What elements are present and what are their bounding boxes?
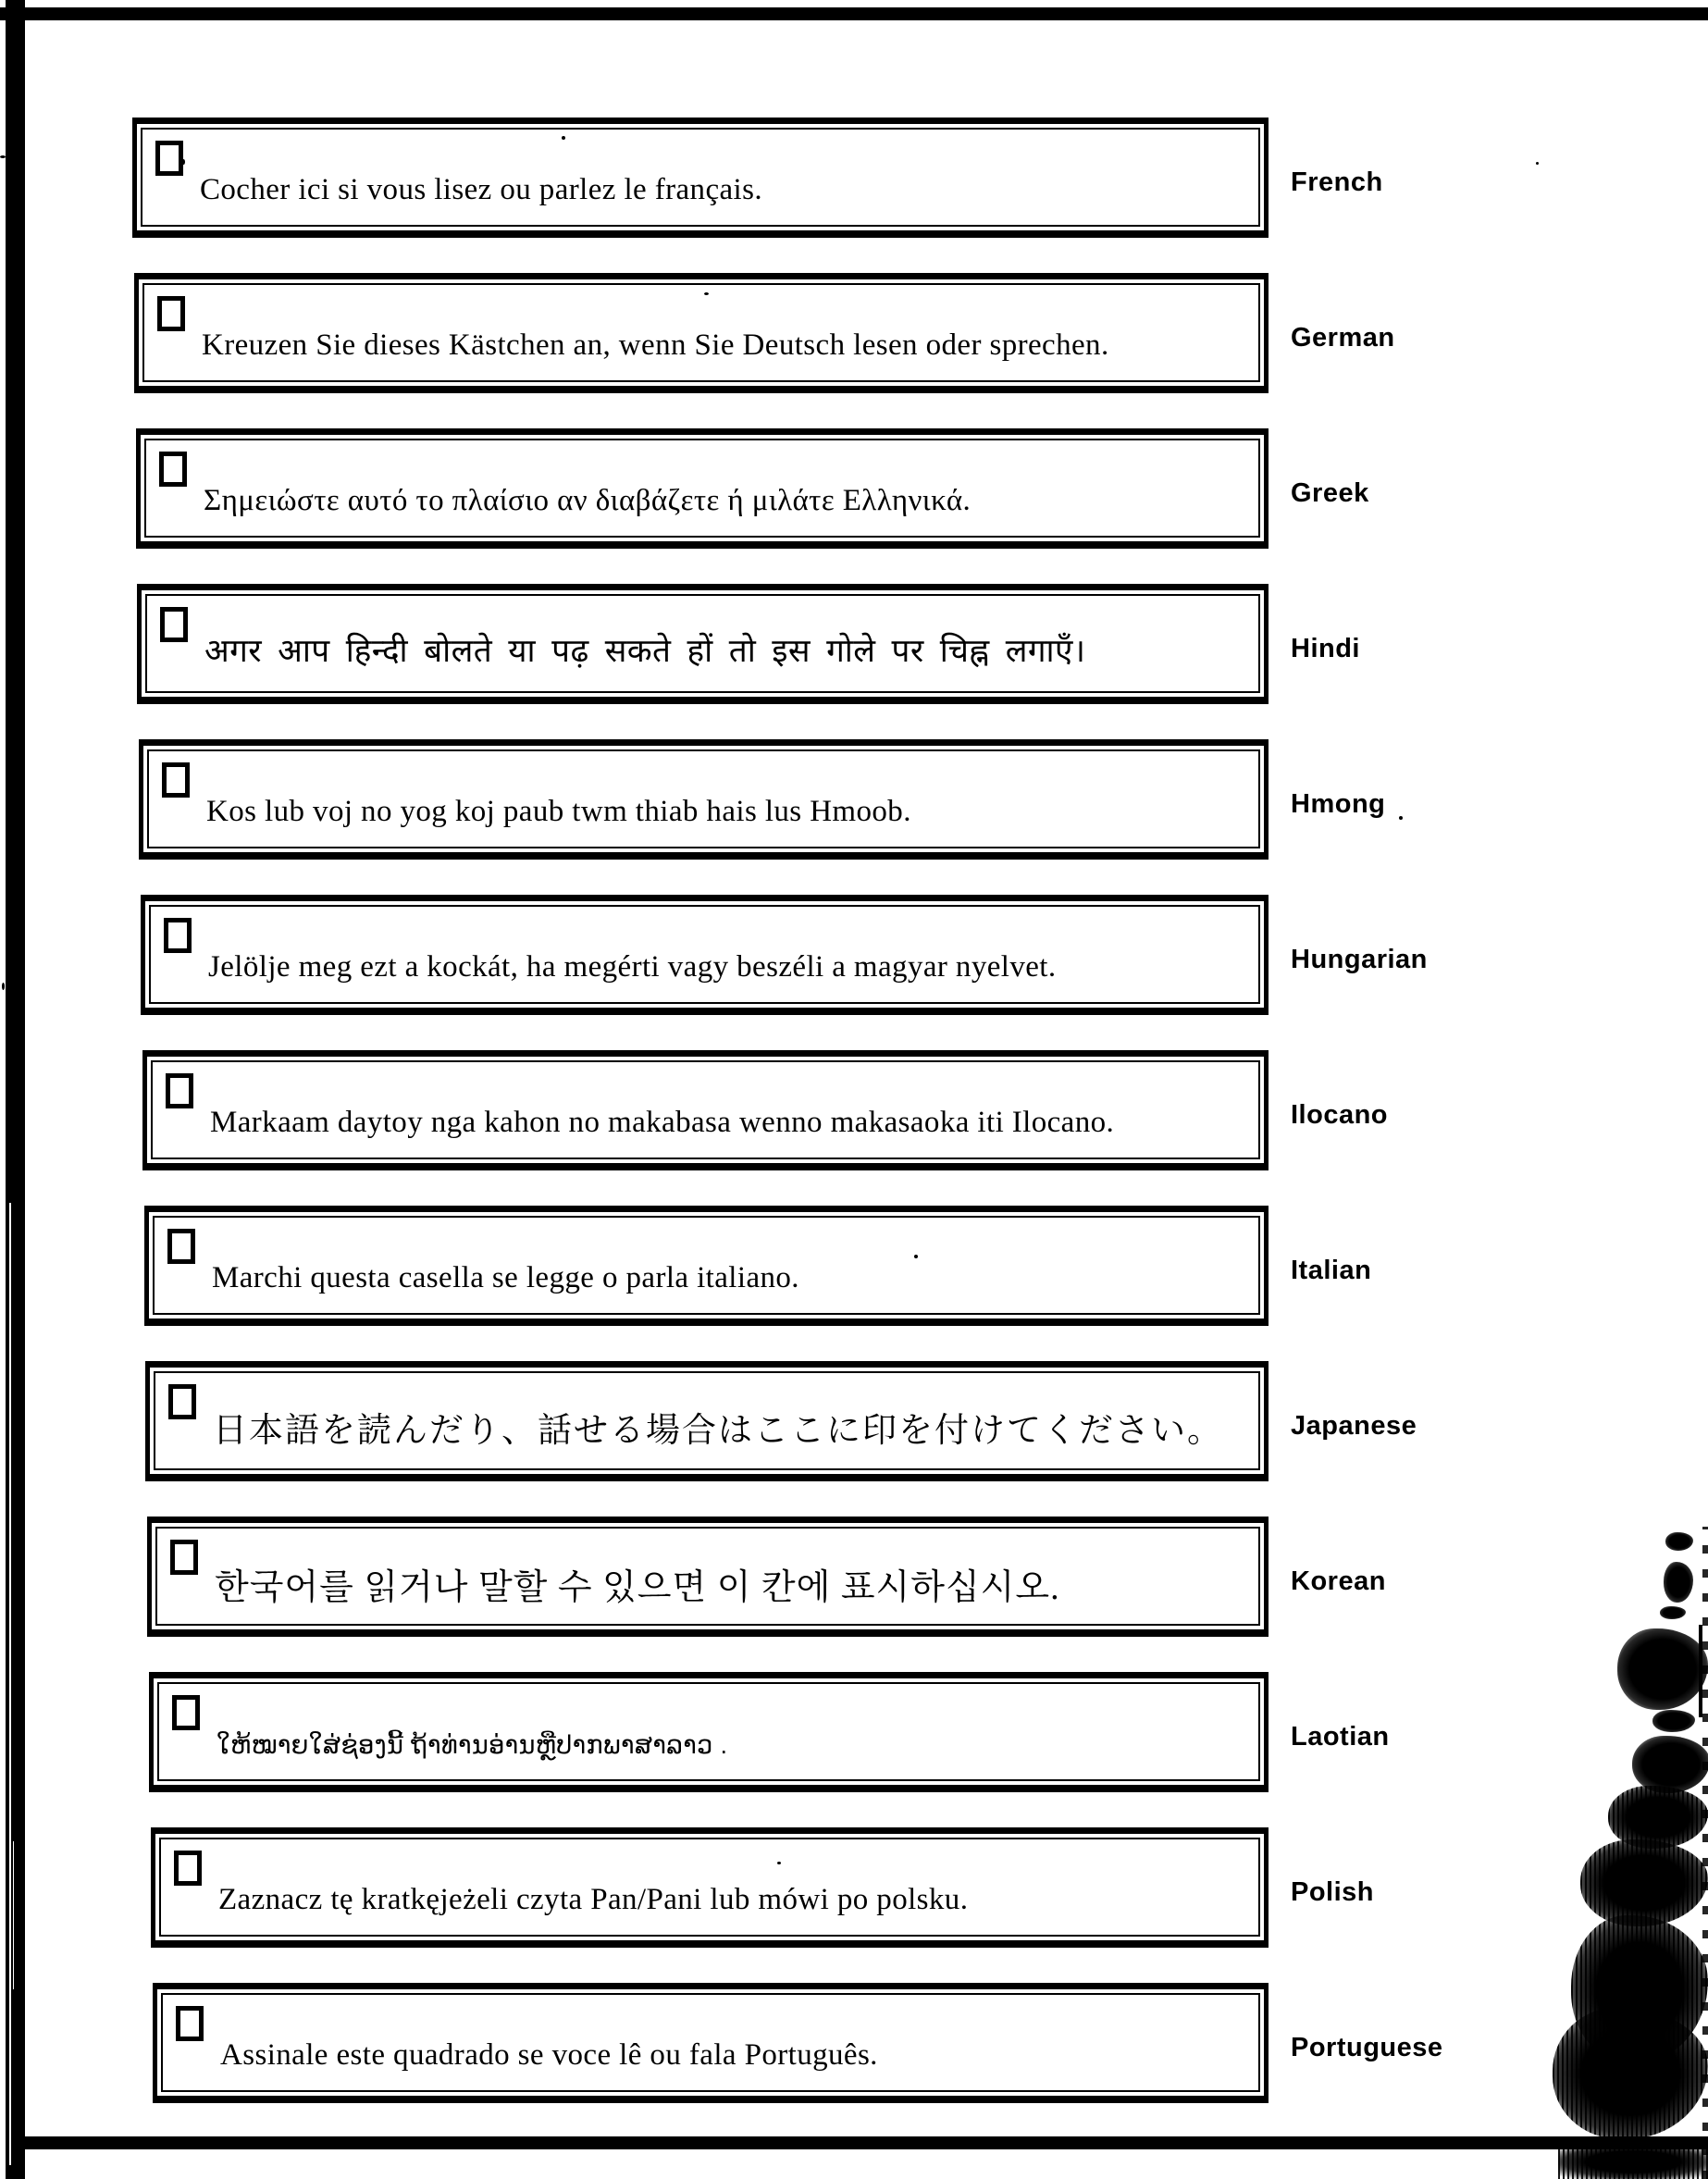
language-box <box>153 1983 1269 2103</box>
instruction-text: 日本語を読んだり、話せる場合はここに印を付けてください。 <box>213 1411 1223 1449</box>
language-label: Hindi <box>1291 634 1360 663</box>
instruction-text: Assinale este quadrado se voce lê ou fala Português. <box>220 2038 878 2072</box>
scan-speck <box>562 136 565 140</box>
instruction-text: 한국어를 읽거나 말할 수 있으면 이 칸에 표시하십시오. <box>215 1568 1060 1607</box>
language-box-inner <box>142 283 1260 382</box>
language-label: French <box>1291 167 1383 197</box>
language-row <box>132 895 1708 1015</box>
language-checkbox[interactable] <box>167 1229 195 1264</box>
language-box-inner <box>153 1216 1260 1315</box>
scan-speck <box>1536 162 1539 165</box>
instruction-text: ໃຫ້ໝາຍໃສ່ຊ່ອງນີ້ ຖ້າທ່ານອ່ານຫຼືປາກພາສາລາວ . <box>217 1731 728 1759</box>
language-box <box>151 1827 1269 1948</box>
scan-speck <box>914 1255 918 1258</box>
scan-edge-hairline <box>13 1841 14 1989</box>
language-box <box>139 739 1269 860</box>
language-box <box>149 1672 1269 1792</box>
language-box-inner <box>144 439 1260 538</box>
language-row <box>132 1361 1708 1481</box>
language-row <box>132 1517 1708 1637</box>
language-row <box>132 1672 1708 1792</box>
language-checkbox[interactable] <box>160 607 188 642</box>
language-box <box>142 1050 1269 1170</box>
instruction-text: Marchi questa casella se legge o parla italiano. <box>212 1261 799 1294</box>
language-row <box>132 273 1708 393</box>
instruction-text: Kreuzen Sie dieses Kästchen an, wenn Sie Deutsch lesen oder sprechen. <box>202 328 1109 362</box>
language-box <box>144 1206 1269 1326</box>
language-row <box>132 428 1708 549</box>
language-checkbox[interactable] <box>164 918 192 953</box>
scan-edge-hairline <box>9 1203 11 2165</box>
language-box <box>134 273 1269 393</box>
language-box-inner <box>159 1838 1260 1937</box>
language-box <box>137 584 1269 704</box>
language-box <box>136 428 1269 549</box>
instruction-text: Markaam daytoy nga kahon no makabasa wenno makasaoka iti Ilocano. <box>210 1106 1115 1139</box>
instruction-text: Jelölje meg ezt a kockát, ha megérti vagy beszéli a magyar nyelvet. <box>208 950 1057 984</box>
language-label: Hmong <box>1291 789 1386 819</box>
language-row <box>132 1983 1708 2103</box>
instruction-text: Cocher ici si vous lisez ou parlez le français. <box>200 173 762 206</box>
language-row <box>132 739 1708 860</box>
instruction-text: अगर आप हिन्दी बोलते या पढ़ सकते हों तो इस गोले पर चिह्न लगाएँ। <box>204 633 1086 669</box>
language-checkbox[interactable] <box>155 141 183 176</box>
scan-speck <box>0 155 6 158</box>
language-checkbox[interactable] <box>170 1540 198 1575</box>
language-box <box>141 895 1269 1015</box>
scan-edge-bottom <box>20 2136 1708 2149</box>
language-checkbox[interactable] <box>174 1851 202 1886</box>
language-row <box>132 1827 1708 1948</box>
scan-speck <box>1399 816 1403 820</box>
language-label: Polish <box>1291 1877 1375 1907</box>
language-row <box>132 118 1708 238</box>
language-box <box>147 1517 1269 1637</box>
language-checkbox[interactable] <box>172 1695 200 1730</box>
instruction-text: Kos lub voj no yog koj paub twm thiab hais lus Hmoob. <box>206 795 911 828</box>
language-checkbox[interactable] <box>159 452 187 487</box>
language-checkbox[interactable] <box>166 1073 193 1108</box>
scan-speck <box>182 159 185 165</box>
language-row <box>132 584 1708 704</box>
language-label: Greek <box>1291 478 1369 508</box>
scan-speck <box>704 292 709 295</box>
language-box-inner <box>141 128 1260 227</box>
scan-speck <box>2 983 5 990</box>
rows-container <box>132 118 1708 2138</box>
language-box-inner <box>157 1682 1260 1781</box>
language-label: German <box>1291 323 1395 353</box>
language-label: Italian <box>1291 1256 1372 1285</box>
language-box-inner <box>145 594 1260 693</box>
language-checkbox[interactable] <box>157 296 185 331</box>
language-box-inner <box>154 1371 1260 1470</box>
scan-artifact <box>1632 1736 1708 1793</box>
language-label: Ilocano <box>1291 1100 1389 1130</box>
language-label: Portuguese <box>1291 2033 1443 2062</box>
scan-artifact <box>1702 1527 1708 2179</box>
instruction-text: Σημειώστε αυτό το πλαίσιο αν διαβάζετε ή μιλάτε Ελληνικά. <box>204 484 972 517</box>
language-checkbox[interactable] <box>168 1384 196 1419</box>
scan-speck <box>777 1862 781 1864</box>
instruction-text: Zaznacz tę kratkęjeżeli czyta Pan/Pani lub mówi po polsku. <box>218 1883 969 1916</box>
language-box-inner <box>147 749 1260 848</box>
language-box-inner <box>161 1993 1260 2092</box>
language-row <box>132 1050 1708 1170</box>
language-checkbox[interactable] <box>176 2006 204 2041</box>
scan-edge-top <box>0 7 1708 20</box>
language-label: Hungarian <box>1291 945 1428 974</box>
language-row <box>132 1206 1708 1326</box>
language-box-inner <box>151 1060 1260 1159</box>
language-label: Laotian <box>1291 1722 1390 1752</box>
language-box <box>132 118 1269 238</box>
language-box-inner <box>149 905 1260 1004</box>
language-box <box>145 1361 1269 1481</box>
language-label: Korean <box>1291 1566 1386 1596</box>
language-box-inner <box>155 1527 1260 1626</box>
language-checkbox[interactable] <box>162 762 190 798</box>
language-label: Japanese <box>1291 1411 1417 1441</box>
scan-artifact <box>1558 2145 1708 2179</box>
